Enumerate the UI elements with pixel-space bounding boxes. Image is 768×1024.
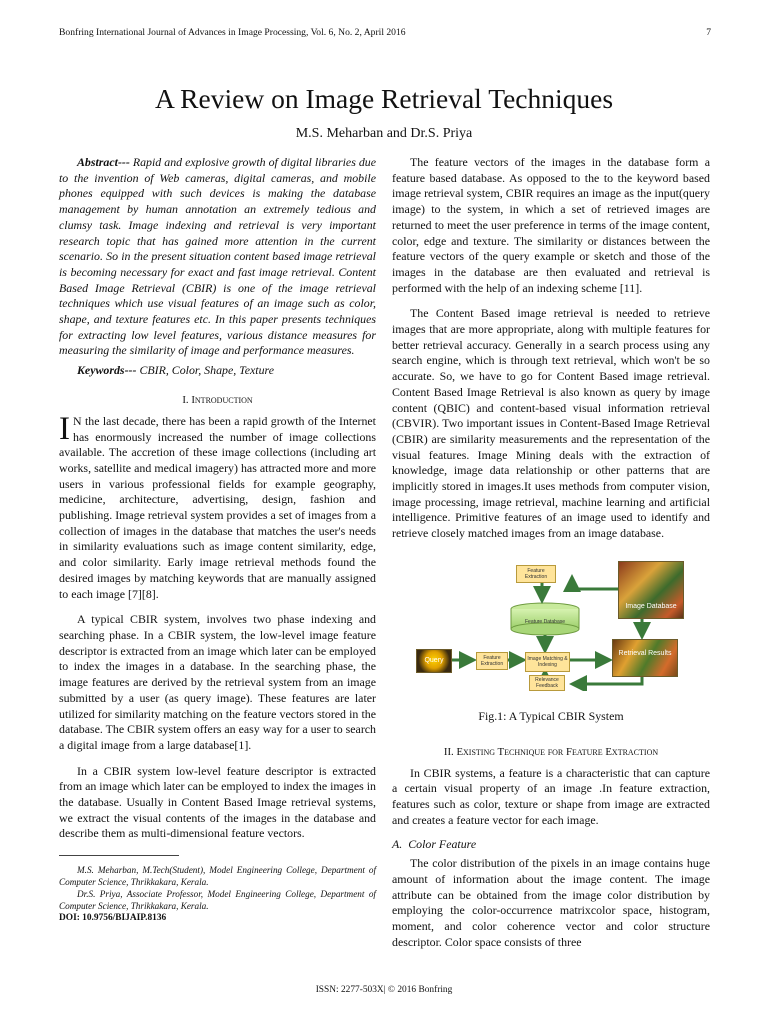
abstract <box>59 155 376 359</box>
doi: DOI: 10.9756/BIJAIP.8136 <box>59 913 167 924</box>
figure-retrieval-results-label: Retrieval Results <box>618 650 672 658</box>
section-title: Introduction <box>191 393 253 406</box>
keywords-text: CBIR, Color, Shape, Texture <box>139 363 274 378</box>
figure-feature-extraction-top: Feature Extraction <box>516 565 556 583</box>
abstract-label: Abstract--- <box>77 155 130 169</box>
section-heading-feature-extraction <box>392 745 710 759</box>
section-number: II. <box>443 745 454 758</box>
figure-caption: Fig.1: A Typical CBIR System <box>478 708 624 723</box>
footnote-author-1: M.S. Meharban, M.Tech(Student), Model Engineering College, Department of Computer Science, Thrikkakara, Kerala. <box>59 865 376 888</box>
figure-image-database-label: Image Database <box>625 603 677 611</box>
drop-cap: I <box>59 410 70 447</box>
subsection-title: Color Feature <box>408 837 477 852</box>
figure-image-matching: Image Matching & Indexing <box>525 652 570 672</box>
footnote-divider <box>59 855 179 856</box>
page-footer: ISSN: 2277-503X| © 2016 Bonfring <box>315 985 453 995</box>
figure-feature-extraction-mid: Feature Extraction <box>476 652 508 670</box>
right-column <box>392 155 710 950</box>
keywords <box>59 363 376 379</box>
section2-paragraph-1: In CBIR systems, a feature is a characteristic that can capture a certain visual property of an image .In feature extraction, features such as color, texture or shape from image are extracted and creates a feature vector for each image. <box>392 765 710 827</box>
figure-query-label: Query <box>424 657 444 665</box>
subsection-label: A. <box>392 837 403 852</box>
paper-authors: M.S. Meharban and Dr.S. Priya <box>295 126 473 141</box>
intro-paragraph-1-text: N the last decade, there has been a rapid growth of the Internet has enormously increased the number of image collections available. The accretion of these image collections (including art works, satellite and medical imagery) has attracted more and more users in various professional fields for example geography, medicine, architecture, advertising, design, fashion and publishing. Image retrieval system provides a set of images from a collection of images in the database that matches the user's needs in similarity evaluations such as image content similarity, edge, and color similarity. Early image retrieval methods found the desired images by matching keywords that are manually assigned to each image [7][8]. <box>59 413 376 601</box>
section-heading-introduction <box>59 393 376 407</box>
figure-query-image <box>416 649 452 673</box>
section-number: I. <box>182 393 189 406</box>
journal-citation: Bonfring International Journal of Advances in Image Processing, Vol. 6, No. 2, April 2016 <box>59 27 406 38</box>
figure-feature-database: Feature Database <box>524 618 566 625</box>
figure-image-database <box>618 561 684 619</box>
keywords-label: Keywords--- <box>77 363 137 378</box>
right-paragraph-2: The Content Based image retrieval is needed to retrieve images that are more appropriate, along with multiple features for better retrieval accuracy. Generally in a search process using any search engine, which is through text retrieval, which won't be so accurate. So, we have to go for Content Based image retrieval. Content Based Image Retrieval is also known as query by image content (QBIC) and content-based visual information retrieval (CBVIR). Two important issues in Content-Based Image Retrieval (CBIR) are similarity measurements and the representation of the visual features. Image Mining deals with the extraction of knowledge, image data relationship or other patterns that are implicitly stored in images.It uses methods from computer vision, image processing, image retrieval, machine learning and artificial intelligence. Primitive features of an image used to identify and retrieve closely matched images from an image database. <box>392 306 710 541</box>
intro-paragraph-1 <box>59 410 376 602</box>
page-number: 7 <box>706 27 711 38</box>
intro-paragraph-2: A typical CBIR system, involves two phase indexing and searching phase. In a CBIR system, the low-level image feature descriptor is extracted from an image which later can be employed to index the images in a database. In the searching phase, the image features are derived by the retrieval system from an image submitted by a user (as query image). These features are later utilized for similarity matching on the feature vectors stored in the database. The CBIR system offers an easy way for a user to search a digital image from a large database[1]. <box>59 612 376 752</box>
right-paragraph-1: The feature vectors of the images in the database form a feature based database. As opposed to the to the keyword based image retrieval system, CBIR requires an image as the input(query image) to the system, in which a set of retrieved images are returned to meet the user preference in terms of the image content, color, edge and texture. The similarity or distances between the feature vectors of the query example or sketch and those of the images in the database are then evaluated and retrieval is performed with the help of an indexing scheme [11]. <box>392 155 710 295</box>
left-column <box>59 155 376 924</box>
section-title: Existing Technique for Feature Extraction <box>456 745 659 758</box>
subsection-heading-color-feature <box>392 837 710 853</box>
abstract-text: Rapid and explosive growth of digital libraries due to the invention of Web cameras, digital cameras, and mobile phones equipped with such devices is making the database management by human annotation an extremely tedious and clumsy task. Image indexing and retrieval is very important research topic that has gained more attention in the current scenario. So in the present situation content based image retrieval is becoming necessary for exact and fast image retrieval. Content Based Image Retrieval (CBIR) is one of the image retrieval techniques which use visual features of an image such as color, shape, and texture features etc. In this paper presents techniques for extracting low level features, various distance measures for measuring the similarity of image and performance measures. <box>59 155 376 358</box>
paper-title: A Review on Image Retrieval Techniques <box>154 83 614 114</box>
running-head <box>59 27 711 39</box>
intro-paragraph-3: In a CBIR system low-level feature descriptor is extracted from an image which later can be employed to index the images in the database. Usually in Content Based Image retrieval systems, we extract the visual contents of the images in the database and describe them as multi-dimensional feature vectors. <box>59 763 376 841</box>
footnote-author-2: Dr.S. Priya, Associate Professor, Model Engineering College, Department of Computer Science, Thrikkakara, Kerala. <box>59 889 376 912</box>
figure-relevance-feedback: Relevance Feedback <box>529 675 565 691</box>
figure-retrieval-results <box>612 639 678 677</box>
color-feature-paragraph: The color distribution of the pixels in an image contains huge amount of information about the image content. The image attribute can be obtained from the image color distribution by employing the color-occurrence matrixcolor space, histogram, moment, and color coherence vector and color structure descriptor. Color space consists of three <box>392 856 710 949</box>
cbir-figure <box>412 559 690 691</box>
